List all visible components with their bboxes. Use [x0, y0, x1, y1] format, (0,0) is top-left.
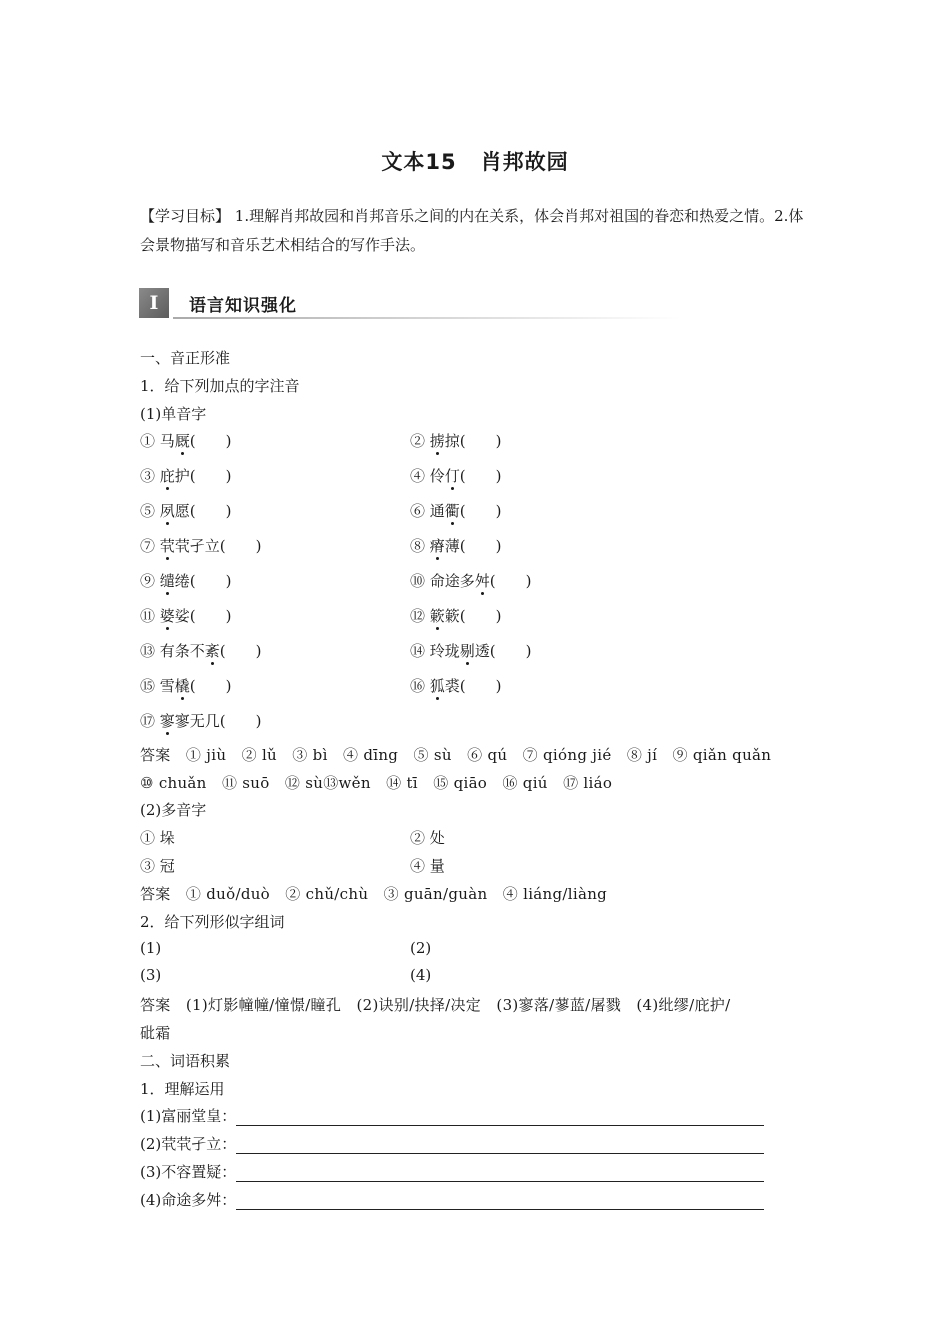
section-title: 语言知识强化	[189, 296, 297, 316]
item-prefix: ⑤	[140, 502, 160, 520]
pinyin-item	[140, 570, 232, 591]
title-right: 肖邦故园	[480, 150, 569, 174]
dotted-char: 橇	[174, 677, 190, 695]
answer-3-line-2: 砒霜	[140, 1024, 171, 1042]
answer-3-line-1: 答案 (1)灯影幢幢/憧憬/瞳孔 (2)诀别/抉择/决定 (3)寥落/蓼蓝/屠戮 (4)纰缪/庇护/	[140, 996, 731, 1014]
title-left: 文本15	[381, 150, 457, 174]
q2-item: (3)	[140, 966, 162, 984]
item-prefix: ⑯	[410, 677, 430, 695]
answer-blank[interactable]	[236, 1193, 764, 1210]
pinyin-item	[140, 535, 262, 556]
answer-1-line-1: 答案 ① jiù ② lǔ ③ bì ④ dīng ⑤ sù ⑥ qú ⑦ qióng jié ⑧ jí ⑨ qiǎn quǎn	[140, 746, 772, 764]
multi-item: ① 垛	[140, 829, 175, 847]
pinyin-item	[140, 605, 232, 626]
pinyin-item	[140, 675, 232, 696]
dotted-char: 庇	[159, 467, 175, 485]
item-prefix: ②	[410, 432, 430, 450]
answer-2: 答案 ① duǒ/duò ② chǔ/chù ③ guān/guàn ④ liáng/liàng	[140, 885, 608, 903]
item-prefix: ⑨	[140, 572, 160, 590]
item-suffix: ( )	[489, 572, 532, 590]
item-suffix: 绻( )	[174, 572, 232, 590]
dotted-char: 剔	[459, 642, 475, 660]
sub-heading-2: (2)多音字	[140, 801, 207, 819]
part1-heading: 一、音正形准	[140, 349, 231, 367]
dotted-char: 婆	[159, 607, 175, 625]
item-prefix: ⑭ 玲珑	[410, 642, 460, 660]
fill-label: (3)不容置疑：	[140, 1163, 237, 1181]
item-suffix: 愿( )	[174, 502, 232, 520]
dotted-char: 簌	[429, 607, 445, 625]
item-suffix: ( )	[189, 677, 232, 695]
part2-heading: 二、词语积累	[140, 1052, 231, 1070]
item-prefix: ⑫	[410, 607, 430, 625]
item-prefix: ⑮ 雪	[140, 677, 175, 695]
pinyin-item	[410, 570, 532, 591]
q2-item: (2)	[410, 939, 432, 957]
fill-label: (1)富丽堂皇：	[140, 1107, 237, 1125]
answer-blank[interactable]	[236, 1165, 764, 1182]
item-suffix: 裘( )	[444, 677, 502, 695]
pinyin-item	[410, 465, 502, 486]
fill-row	[140, 1189, 764, 1210]
fill-label: (2)茕茕孑立：	[140, 1135, 237, 1153]
item-prefix: ⑬ 有条不	[140, 642, 205, 660]
q2-item: (4)	[410, 966, 432, 984]
goal-label: 【学习目标】	[140, 207, 231, 225]
dotted-char: 仃	[444, 467, 460, 485]
dotted-char: 缱	[159, 572, 175, 590]
item-suffix: ( )	[189, 432, 232, 450]
part2-question-1: 1．理解运用	[140, 1080, 225, 1098]
pinyin-item	[410, 500, 502, 521]
item-suffix: 透( )	[474, 642, 532, 660]
pinyin-item	[140, 710, 262, 731]
pinyin-item	[410, 640, 532, 661]
pinyin-item	[410, 675, 502, 696]
item-suffix: 娑( )	[174, 607, 232, 625]
pinyin-item	[410, 535, 502, 556]
answer-blank[interactable]	[236, 1137, 764, 1154]
item-prefix: ⑰	[140, 712, 160, 730]
dotted-char: 衢	[444, 502, 460, 520]
fill-row	[140, 1105, 764, 1126]
multi-item: ③ 冠	[140, 857, 175, 875]
item-suffix: 寥无几( )	[174, 712, 262, 730]
item-suffix: 簌( )	[444, 607, 502, 625]
item-prefix: ⑧	[410, 537, 430, 555]
dotted-char: 寥	[159, 712, 175, 730]
multi-item: ② 处	[410, 829, 445, 847]
item-prefix: ⑦	[140, 537, 160, 555]
item-suffix: 茕孑立( )	[174, 537, 262, 555]
pinyin-item	[140, 500, 232, 521]
section-divider	[173, 317, 681, 319]
goal-text: 1.理解肖邦故园和肖邦音乐之间的内在关系，体会肖邦对祖国的眷恋和热爱之情。2.体会景物描写和音乐艺术相结合的写作手法。	[140, 207, 804, 254]
item-suffix: ( )	[459, 502, 502, 520]
item-suffix: 薄( )	[444, 537, 502, 555]
answer-1-line-2: ⑩ chuǎn ⑪ suō ⑫ sù⑬wěn ⑭ tī ⑮ qiāo ⑯ qiú ⑰ liáo	[140, 774, 613, 792]
item-suffix: ( )	[459, 467, 502, 485]
sub-heading-1: (1)单音字	[140, 405, 207, 423]
pinyin-item	[140, 430, 232, 451]
dotted-char: 厩	[174, 432, 190, 450]
pinyin-item	[410, 605, 502, 626]
item-suffix: 护( )	[174, 467, 232, 485]
pinyin-item	[410, 430, 502, 451]
dotted-char: 舛	[474, 572, 490, 590]
pinyin-item	[140, 640, 262, 661]
item-prefix: ④ 伶	[410, 467, 445, 485]
fill-row	[140, 1133, 764, 1154]
dotted-char: 夙	[159, 502, 175, 520]
learning-goal	[140, 202, 812, 260]
item-prefix: ⑩ 命途多	[410, 572, 475, 590]
dotted-char: 茕	[159, 537, 175, 555]
question-2: 2．给下列形似字组词	[140, 913, 285, 931]
answer-blank[interactable]	[236, 1109, 764, 1126]
section-badge: I	[139, 288, 169, 318]
pinyin-item	[140, 465, 232, 486]
item-suffix: 掠( )	[444, 432, 502, 450]
q2-item: (1)	[140, 939, 162, 957]
item-prefix: ⑥ 通	[410, 502, 445, 520]
dotted-char: 狐	[429, 677, 445, 695]
fill-label: (4)命途多舛：	[140, 1191, 237, 1209]
page-title	[0, 146, 950, 176]
fill-row	[140, 1161, 764, 1182]
section-header	[139, 288, 681, 320]
item-prefix: ① 马	[140, 432, 175, 450]
dotted-char: 掳	[429, 432, 445, 450]
question-1: 1．给下列加点的字注音	[140, 377, 300, 395]
item-prefix: ③	[140, 467, 160, 485]
dotted-char: 瘠	[429, 537, 445, 555]
item-suffix: ( )	[219, 642, 262, 660]
item-prefix: ⑪	[140, 607, 160, 625]
multi-item: ④ 量	[410, 857, 445, 875]
dotted-char: 紊	[204, 642, 220, 660]
